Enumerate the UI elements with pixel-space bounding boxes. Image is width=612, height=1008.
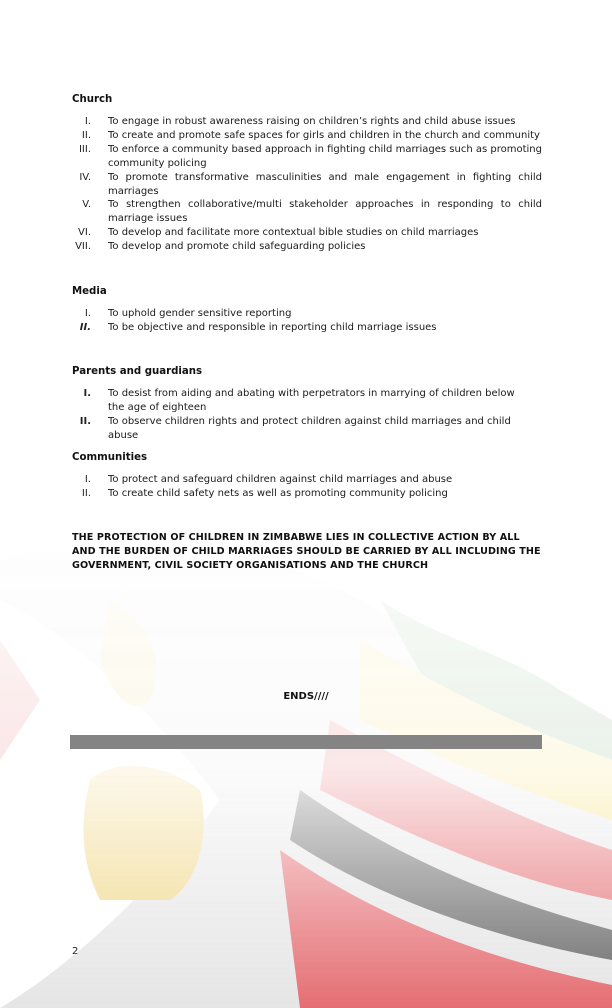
- media-list: [60, 307, 542, 335]
- list-numeral: II.: [79, 321, 91, 333]
- list-item: [60, 415, 522, 443]
- list-item: [60, 171, 542, 199]
- section-heading-media: Media: [72, 286, 107, 297]
- list-text: To create child safety nets as well as promoting community policing: [108, 487, 448, 499]
- list-text: To be objective and responsible in reporting child marriage issues: [108, 321, 437, 333]
- list-text: To enforce a community based approach in fighting child marriages such as promoting community policing: [108, 143, 542, 169]
- list-numeral: I.: [84, 474, 91, 485]
- list-item: [60, 198, 542, 226]
- ends-marker: ENDS////: [283, 691, 329, 702]
- list-numeral: II.: [79, 415, 91, 427]
- list-text: To strengthen collaborative/multi stakeholder approaches in responding to child marriage issues: [108, 199, 542, 225]
- list-item: [60, 307, 542, 321]
- section-heading-church: Church: [72, 94, 113, 105]
- communities-list: [60, 473, 542, 501]
- list-numeral: I.: [83, 388, 91, 399]
- list-numeral: V.: [82, 199, 91, 211]
- list-numeral: VII.: [75, 241, 91, 253]
- section-heading-communities: Communities: [72, 452, 148, 463]
- list-item: [60, 473, 542, 487]
- list-numeral: I.: [84, 116, 91, 127]
- list-numeral: IV.: [79, 171, 91, 183]
- list-item: [60, 321, 542, 335]
- list-text: To develop and facilitate more contextual bible studies on child marriages: [108, 227, 479, 239]
- list-item: [60, 240, 542, 254]
- divider-bar: [70, 735, 542, 749]
- list-item: [60, 226, 542, 240]
- list-text: To engage in robust awareness raising on children’s rights and child abuse issues: [108, 116, 516, 127]
- list-text: To desist from aiding and abating with perpetrators in marrying of children below the age of eighteen: [108, 388, 515, 413]
- list-item: [60, 387, 522, 415]
- list-numeral: VI.: [78, 227, 91, 239]
- list-item: [60, 129, 542, 143]
- list-text: To protect and safeguard children against child marriages and abuse: [108, 474, 453, 485]
- list-numeral: I.: [84, 308, 91, 319]
- list-text: To uphold gender sensitive reporting: [108, 308, 292, 319]
- church-list: [60, 115, 542, 254]
- closing-statement: THE PROTECTION OF CHILDREN IN ZIMBABWE LIES IN COLLECTIVE ACTION BY ALL AND THE BURDEN OF CHILD MARRIAGES SHOULD BE CARRIED BY ALL INCLUDING THE GOVERNMENT, CIVIL SOCIETY ORGANISATIONS AND THE CHURCH: [72, 532, 541, 571]
- list-item: [60, 143, 542, 171]
- parents-list: [60, 387, 522, 443]
- list-item: [60, 487, 542, 501]
- list-numeral: II.: [81, 129, 91, 141]
- list-text: To promote transformative masculinities and male engagement in fighting child marriages: [108, 171, 542, 197]
- list-text: To develop and promote child safeguarding policies: [108, 241, 366, 253]
- list-item: [60, 115, 542, 129]
- section-heading-parents: Parents and guardians: [72, 366, 203, 377]
- list-text: To create and promote safe spaces for girls and children in the church and community: [108, 129, 540, 141]
- list-numeral: II.: [81, 487, 91, 499]
- page-number: 2: [72, 946, 79, 957]
- list-text: To observe children rights and protect children against child marriages and child abuse: [108, 415, 511, 441]
- list-numeral: III.: [78, 143, 91, 155]
